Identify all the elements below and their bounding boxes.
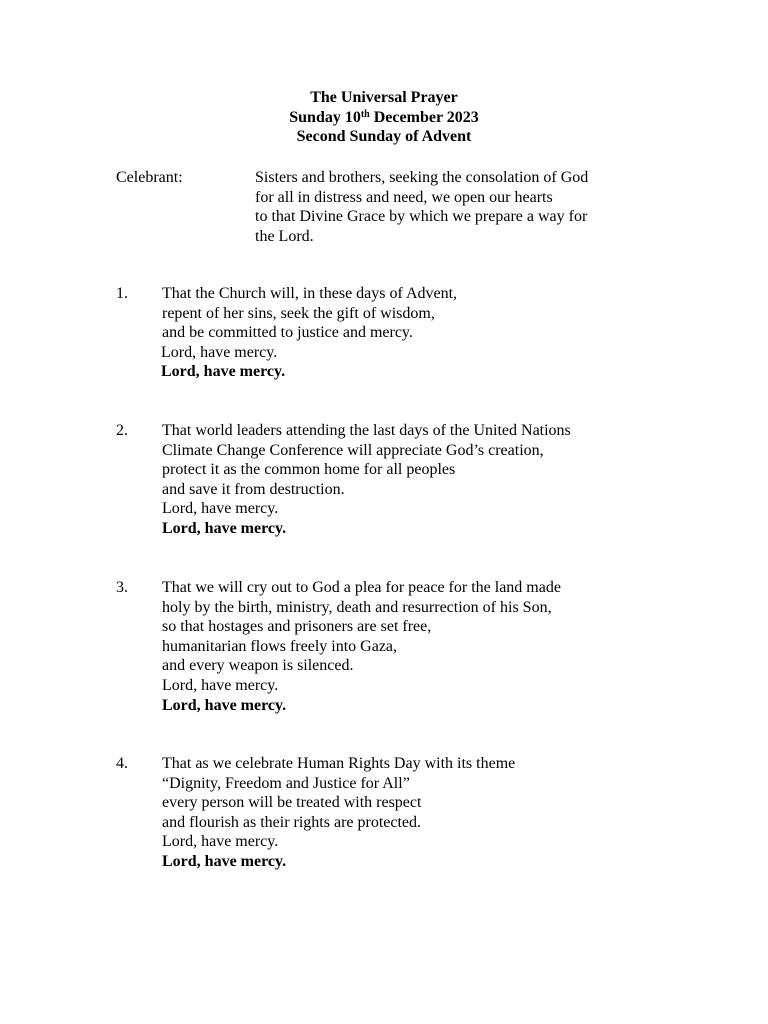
petition-response: Lord, have mercy. bbox=[162, 519, 287, 537]
petition-number: 4. bbox=[116, 755, 128, 772]
petition-number: 3. bbox=[116, 579, 128, 596]
date-rest: December 2023 bbox=[369, 108, 479, 126]
petition-line: repent of her sins, seek the gift of wisdom, bbox=[162, 304, 435, 322]
petition-line: and flourish as their rights are protected. bbox=[162, 813, 422, 831]
petition-response: Lord, have mercy. bbox=[162, 696, 287, 714]
celebrant-line: for all in distress and need, we open our hearts bbox=[255, 188, 553, 206]
petition-body bbox=[162, 578, 662, 715]
petition-call: Lord, have mercy. bbox=[162, 500, 279, 518]
page-title: The Universal Prayer bbox=[310, 89, 458, 106]
petition-line: and save it from destruction. bbox=[162, 480, 345, 498]
petition-number: 1. bbox=[116, 285, 128, 302]
petition-line: every person will be treated with respect bbox=[162, 794, 422, 812]
prayer-header bbox=[0, 88, 768, 147]
celebrant-line: Sisters and brothers, seeking the consolation of God bbox=[255, 169, 589, 186]
date-prefix: Sunday 10 bbox=[289, 108, 361, 126]
petition-line: Climate Change Conference will appreciate God’s creation, bbox=[162, 441, 544, 459]
petition-body bbox=[162, 421, 662, 539]
petition-line: and be committed to justice and mercy. bbox=[162, 324, 413, 342]
petition-line: That we will cry out to God a plea for peace for the land made bbox=[162, 579, 561, 596]
petition-response: Lord, have mercy. bbox=[162, 852, 287, 870]
date-ordinal-suffix: th bbox=[360, 108, 370, 120]
petition-line: so that hostages and prisoners are set free, bbox=[162, 618, 432, 636]
petition-line: That world leaders attending the last days of the United Nations bbox=[162, 422, 571, 439]
petition-body bbox=[162, 754, 662, 872]
petition-line: “Dignity, Freedom and Justice for All” bbox=[162, 774, 410, 792]
occasion-line: Second Sunday of Advent bbox=[296, 128, 472, 146]
petition-body bbox=[162, 284, 662, 382]
celebrant-line: to that Divine Grace by which we prepare a way for bbox=[255, 208, 588, 226]
petition-line: That the Church will, in these days of Advent, bbox=[162, 285, 458, 302]
petition-line: and every weapon is silenced. bbox=[162, 657, 354, 675]
petition-line: That as we celebrate Human Rights Day with its theme bbox=[162, 755, 516, 772]
petition-line: humanitarian flows freely into Gaza, bbox=[162, 637, 398, 655]
petition-call: Lord, have mercy. bbox=[162, 676, 279, 694]
petition-call: Lord, have mercy. bbox=[161, 343, 278, 361]
celebrant-role-label: Celebrant: bbox=[116, 169, 183, 186]
petition-call: Lord, have mercy. bbox=[162, 833, 279, 851]
petition-line: holy by the birth, ministry, death and resurrection of his Son, bbox=[162, 598, 552, 616]
petition-number: 2. bbox=[116, 422, 128, 439]
petition-line: protect it as the common home for all peoples bbox=[162, 461, 456, 479]
petition-response: Lord, have mercy. bbox=[161, 363, 286, 381]
celebrant-text bbox=[255, 168, 655, 246]
celebrant-line: the Lord. bbox=[255, 227, 314, 245]
date-line bbox=[0, 108, 768, 128]
